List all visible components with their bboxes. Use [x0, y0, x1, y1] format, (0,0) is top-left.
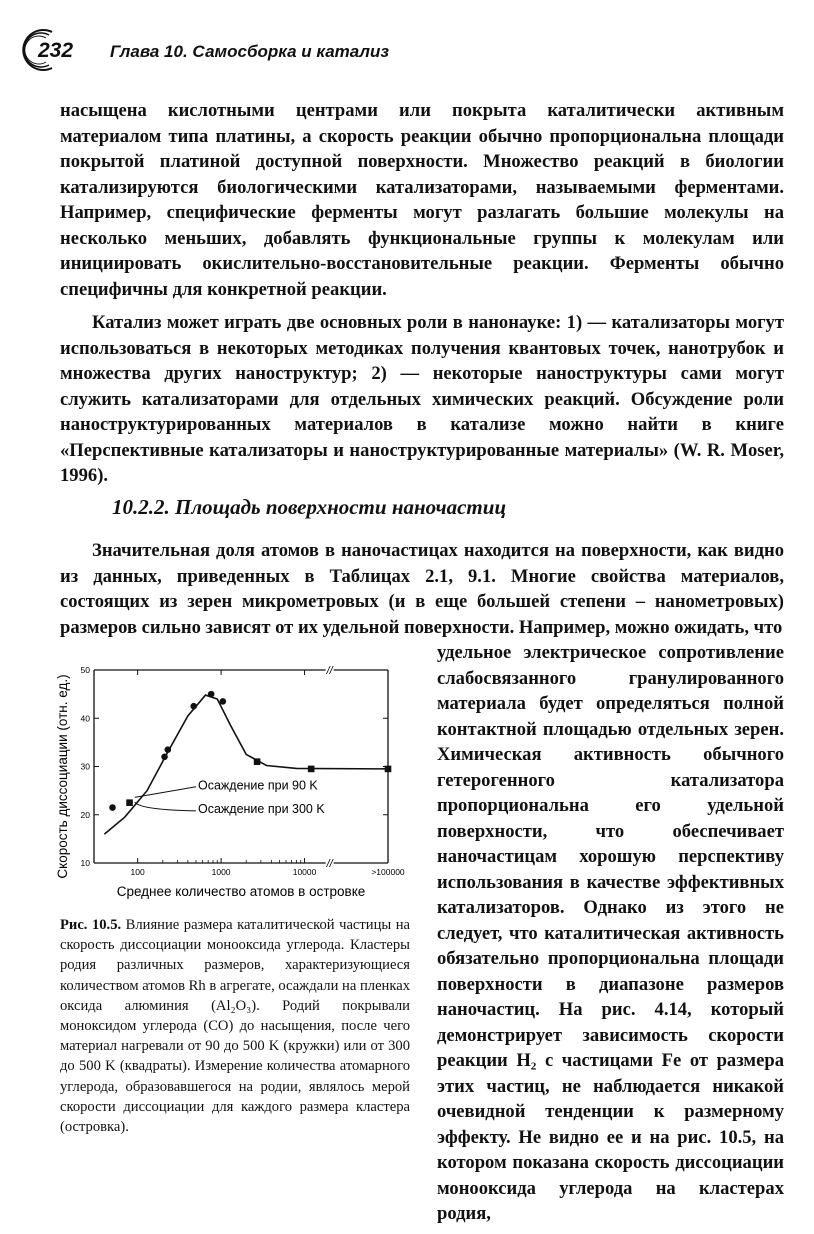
y-axis-title: Скорость диссоциации (отн. ед.) [55, 674, 70, 879]
figure-caption [60, 915, 410, 1137]
y-tick-label: 50 [80, 665, 90, 675]
legend-leader-90k [135, 787, 196, 798]
data-point-circle [190, 703, 197, 710]
right-column-text: удельное электрическое сопротивление слабосвязанного гранулированного материала будет определяться полной контактной площадью отдельных зерен. Химическая активность обычного гетерогенного катализатора пропорциональна его удельной поверхности, что обеспечивает наночастицам хорошую перспективу использования в качестве эффективных катализаторов. Однако из этого не следует, что каталитическая активность обязательно пропорциональна площади поверхности в диапазоне размеров наночастиц. На рис. 4.14, который демонстрирует зависимость скорости реакции H₂ с частицами Fe от размера этих частиц, не наблюдается никакой очевидной тенденции к размерному эффекту. Не видно ее и на рис. 10.5, на котором показана скорость диссоциации монооксида углерода на кластерах родия, [437, 642, 784, 1224]
data-point-circle [109, 804, 116, 811]
axis-break-mark: // [326, 858, 333, 870]
body-text-top [60, 98, 784, 489]
y-tick-label: 20 [80, 809, 90, 820]
legend-label-300k: Осаждение при 300 K [198, 801, 325, 816]
data-point-square [126, 799, 133, 806]
y-tick-label: 10 [80, 858, 90, 868]
x-tick-label: 10000 [292, 867, 317, 877]
x-axis-title: Среднее количество атомов в островке [116, 884, 366, 899]
chart [50, 648, 420, 908]
legend-label-90k: Осаждение при 90 K [198, 778, 318, 793]
data-point-square [254, 758, 261, 765]
paragraph-1: насыщена кислотными центрами или покрыта каталитически активным материалом типа платины, а скорость реакции обычно пропорциональна площади покрытой платиной доступной поверхности. Множество реакций в биологии катализируются биологическими катализаторами, называемыми ферментами. Например, специфические ферменты могут разлагать большие молекулы на несколько меньших, добавлять функциональные группы к молекулам или инициировать окислительно-восстановительные реакции. Ферменты обычно специфичны для конкретной реакции. [60, 100, 784, 300]
y-tick-label: 40 [80, 713, 90, 724]
x-tick-label: 100 [130, 867, 145, 877]
page-number: 232 [38, 39, 74, 62]
data-point-circle [165, 746, 172, 753]
paragraph-2: Катализ может играть две основных роли в нанонауке: 1) — катализаторы могут использоваться в некоторых методиках получения квантовых точек, нанотрубок и множества других наноструктур; 2) — некоторые наноструктуры сами могут служить катализаторами для отдельных химических реакций. Обсуждение роли наноструктурированных материалов в катализе можно найти в книге «Перспективные катализаторы и наноструктурированные материалы» (W. R. Moser, 1996). [60, 312, 784, 486]
section-intro: Значительная доля атомов в наночастицах находится на поверхности, как видно из данных, приведенных в Таблицах 2.1, 9.1. Многие свойства материалов, состоящих из зерен микрометровых (и в еще большей степени – нанометровых) размеров сильно зависят от их удельной поверхности. Например, можно ожидать, что [60, 540, 784, 638]
running-title: Глава 10. Самосборка и катализ [110, 42, 390, 61]
x-tick-label: >100000 [371, 867, 405, 877]
data-point-circle [161, 754, 168, 761]
x-tick-label: 1000 [211, 867, 231, 877]
caption-label: Рис. 10.5. [60, 917, 122, 933]
data-point-circle [208, 691, 215, 698]
legend-leader-300k [135, 802, 196, 811]
figure-10-5 [50, 648, 420, 908]
data-point-circle [220, 698, 227, 705]
axis-break-mark: // [326, 665, 333, 677]
data-point-square [308, 766, 315, 773]
data-point-square [385, 766, 392, 773]
page-header [22, 28, 782, 78]
y-tick-label: 30 [80, 761, 90, 772]
section-heading: 10.2.2. Площадь поверхности наночастиц [112, 495, 507, 519]
caption-text: Влияние размера каталитической частицы на скорость диссоциации монооксида углерода. Кластеры родия различных размеров, характеризующиеся количеством атомов Rh в агрегате, осаждали на пленках оксида алюминия (Al₂O₃). Родий покрывали моноксидом углерода (CO) до насыщения, после чего материал нагревали от 90 до 500 K (кружки) или от 300 до 500 K (квадраты). Измерение количества атомарного углерода, образовавшегося на родии, являлось мерой скорости диссоциации для каждого размера кластера (островка). [60, 917, 410, 1136]
